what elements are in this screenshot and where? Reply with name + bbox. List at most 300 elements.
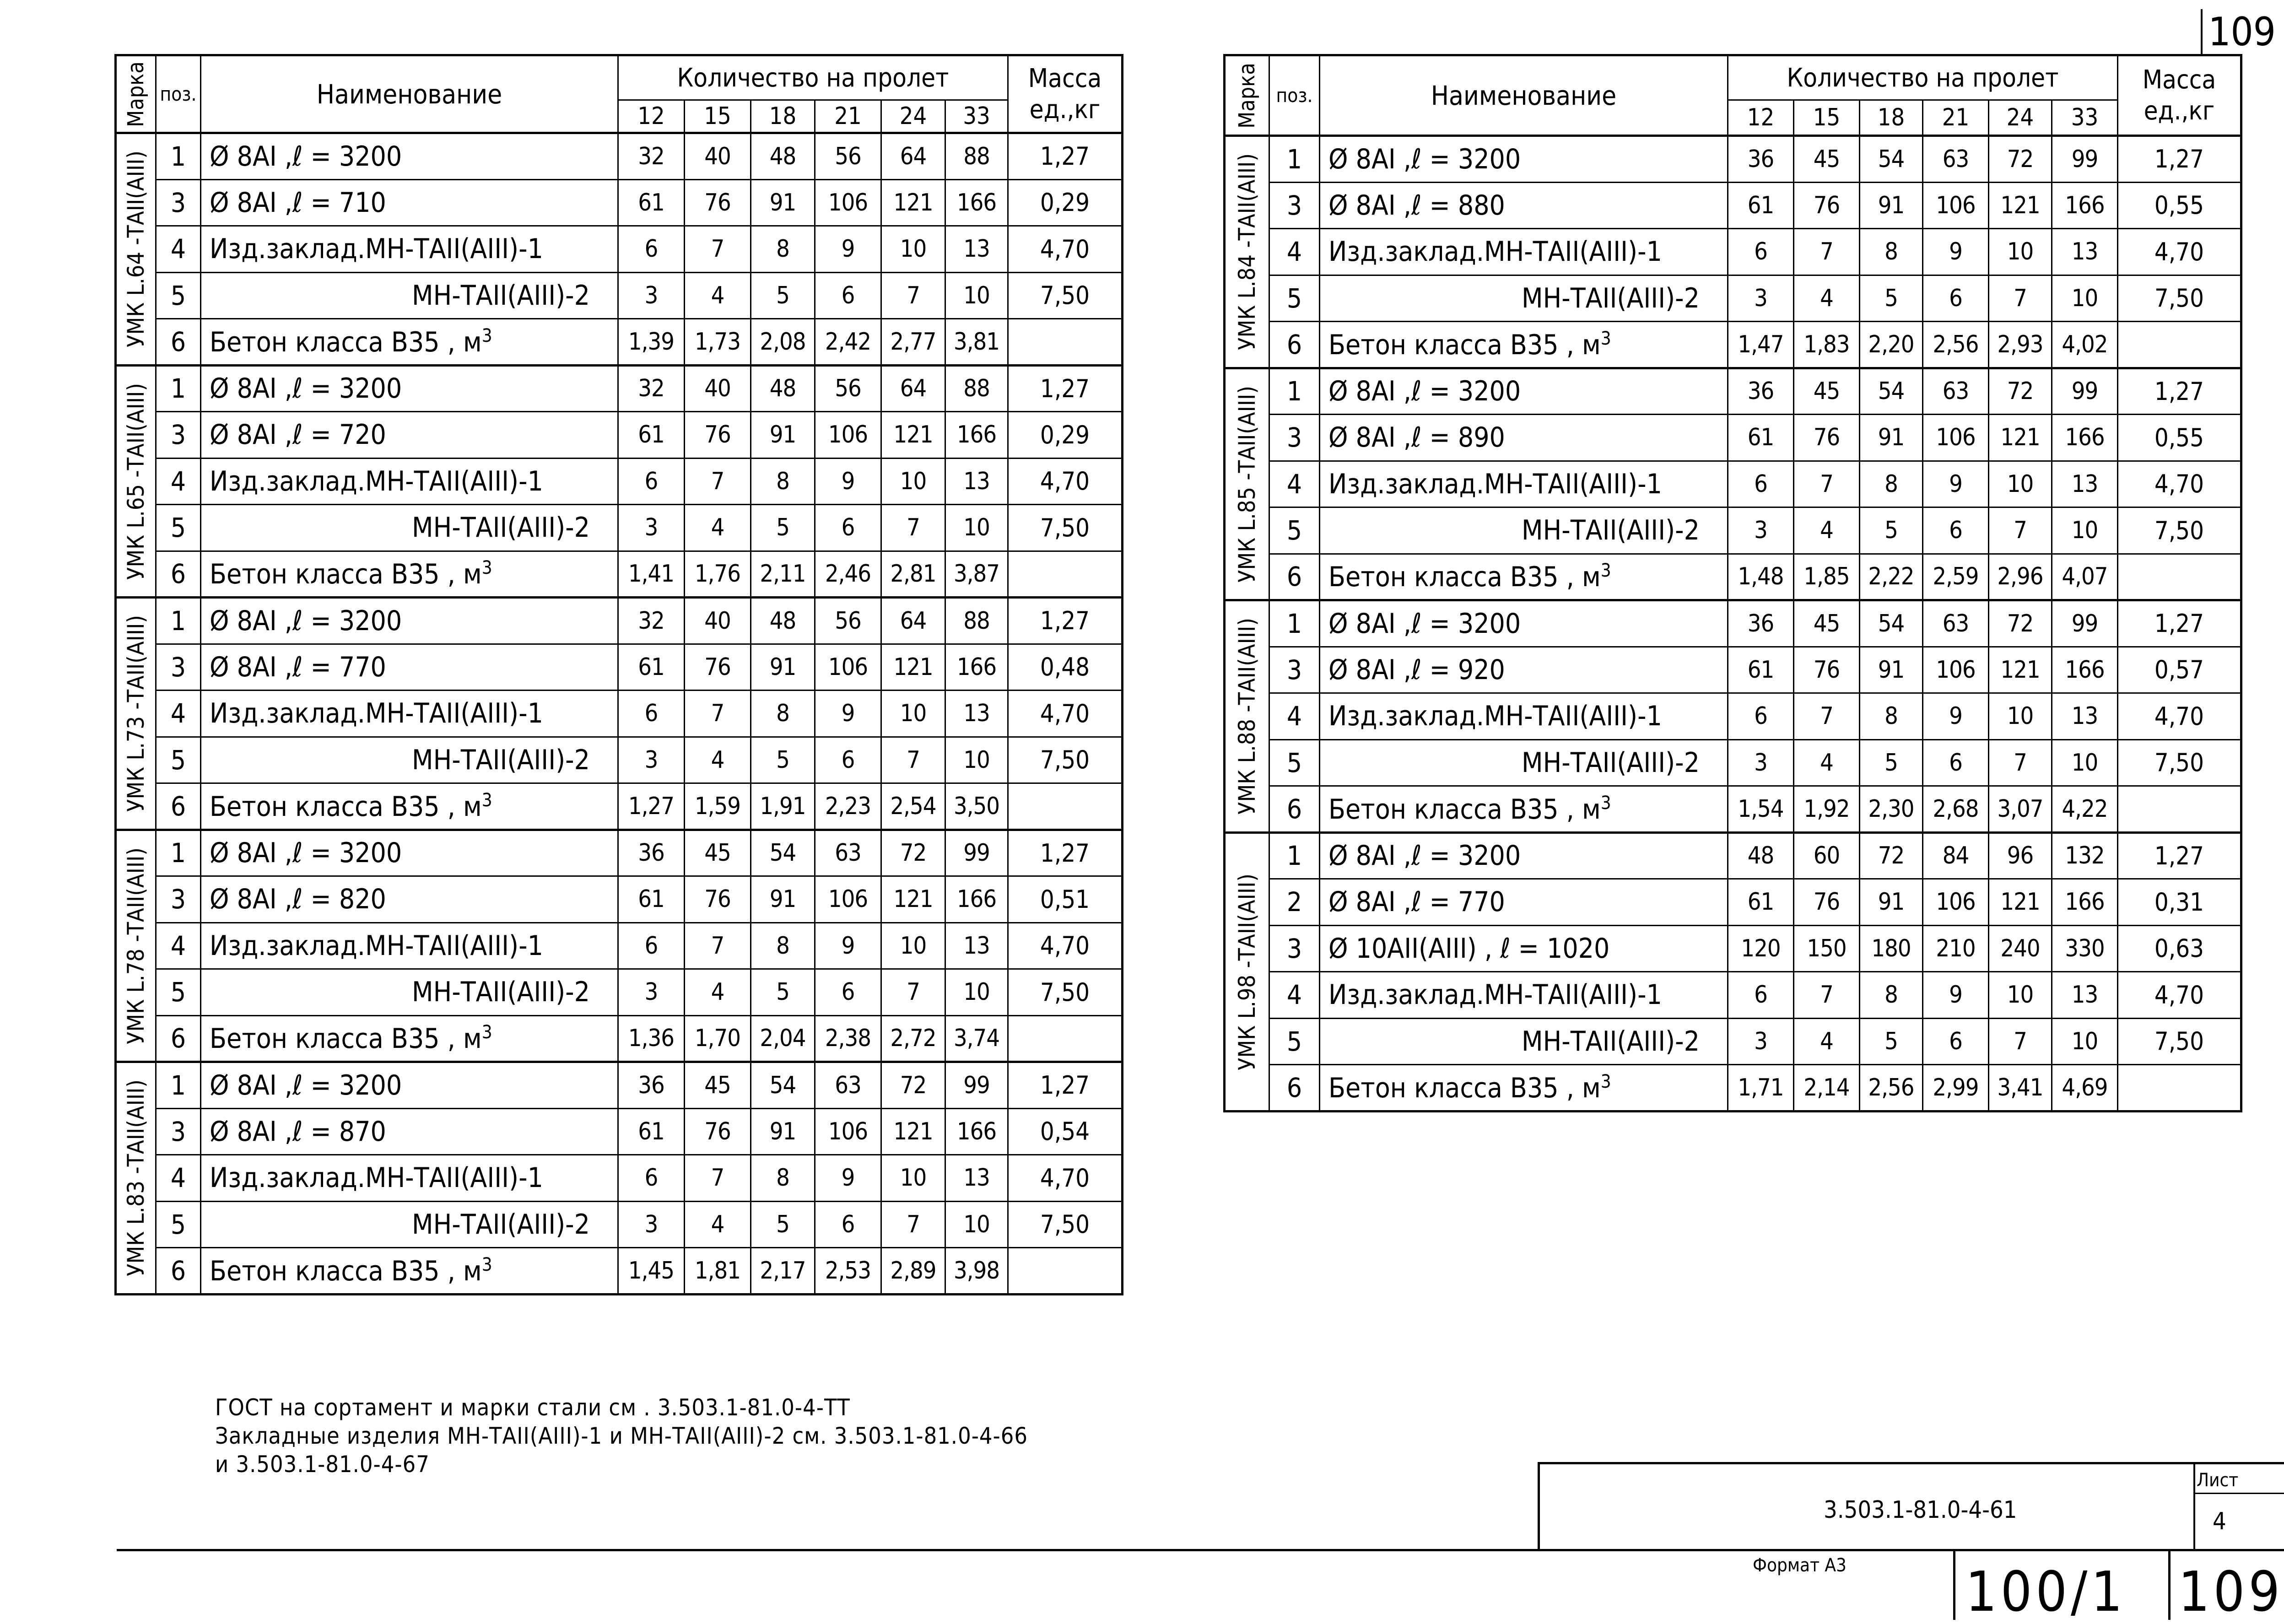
quantity-cell: 121 [1989, 647, 2052, 693]
quantity-cell: 4 [1794, 507, 1860, 554]
mass-cell [1008, 1015, 1123, 1062]
name-cell [201, 133, 618, 180]
unit-exponent: 3 [1600, 328, 1611, 349]
position-cell: 1 [156, 365, 201, 412]
name-text: Изд.заклад.МН-ТАII(АIII)-1 [210, 465, 543, 497]
position-cell: 1 [1269, 600, 1320, 647]
header-span-33: 33 [945, 100, 1008, 133]
name-cell [1320, 1065, 1728, 1111]
mark-label: УМК L.85 -ТАII(АIII) [1234, 385, 1260, 583]
name-text: МН-ТАII(АIII)-2 [1522, 282, 1700, 314]
quantity-cell: 2,59 [1923, 554, 1989, 600]
quantity-cell: 5 [751, 737, 815, 783]
name-text: Ø 8АI ,ℓ = 3200 [1328, 143, 1521, 175]
album-left-line [1953, 1550, 1955, 1620]
quantity-cell: 45 [1794, 368, 1860, 415]
quantity-cell: 210 [1923, 925, 1989, 972]
quantity-cell: 166 [945, 644, 1008, 691]
position-cell: 1 [1269, 832, 1320, 879]
table-row [116, 691, 1123, 737]
name-cell [201, 1108, 618, 1155]
table-row [116, 1062, 1123, 1109]
name-cell [201, 1062, 618, 1109]
header-span-15: 15 [1794, 100, 1860, 136]
position-cell: 4 [156, 226, 201, 273]
quantity-cell: 10 [945, 272, 1008, 319]
quantity-cell: 1,81 [685, 1248, 751, 1295]
stamp-left-line [1538, 1462, 1540, 1550]
quantity-cell: 6 [1923, 1018, 1989, 1065]
quantity-cell: 6 [815, 272, 881, 319]
quantity-cell: 9 [815, 691, 881, 737]
name-text: Ø 8АI ,ℓ = 710 [210, 186, 386, 219]
mass-cell: 4,70 [2118, 229, 2241, 275]
quantity-cell: 1,27 [618, 783, 685, 830]
quantity-cell: 7 [685, 923, 751, 969]
position-cell: 5 [1269, 739, 1320, 786]
quantity-cell: 56 [815, 133, 881, 180]
page-number-bottom: 109 [2178, 1560, 2284, 1624]
quantity-cell: 7 [685, 691, 751, 737]
bottom-border-line [117, 1549, 2284, 1551]
name-text: Ø 8АI ,ℓ = 890 [1328, 421, 1505, 454]
table-row [1225, 647, 2241, 693]
position-cell: 3 [156, 1108, 201, 1155]
name-cell [1320, 972, 1728, 1019]
quantity-cell: 1,59 [685, 783, 751, 830]
position-cell: 6 [156, 783, 201, 830]
name-cell [201, 1155, 618, 1202]
mass-cell [2118, 786, 2241, 833]
quantity-cell: 48 [1728, 832, 1794, 879]
quantity-cell: 2,14 [1794, 1065, 1860, 1111]
table-row [1225, 415, 2241, 461]
quantity-cell: 32 [618, 365, 685, 412]
quantity-cell: 13 [945, 691, 1008, 737]
quantity-cell: 10 [945, 969, 1008, 1016]
mass-cell: 0,54 [1008, 1108, 1123, 1155]
quantity-cell: 91 [1860, 879, 1923, 926]
position-cell: 4 [156, 691, 201, 737]
name-cell [1320, 647, 1728, 693]
quantity-cell: 4,69 [2052, 1065, 2118, 1111]
format-label: Формат А3 [1753, 1555, 1847, 1576]
header-mass: Масса ед.,кг [1008, 55, 1123, 133]
quantity-cell: 7 [685, 458, 751, 505]
quantity-cell: 3,87 [945, 551, 1008, 598]
quantity-cell: 7 [1989, 275, 2052, 322]
quantity-cell: 32 [618, 133, 685, 180]
table-row [116, 551, 1123, 598]
unit-exponent: 3 [481, 1254, 492, 1275]
quantity-cell: 240 [1989, 925, 2052, 972]
mass-cell: 7,50 [2118, 739, 2241, 786]
quantity-cell: 9 [815, 1155, 881, 1202]
table-header [116, 55, 1123, 133]
mass-cell: 1,27 [1008, 1062, 1123, 1109]
quantity-cell: 4 [685, 272, 751, 319]
quantity-cell: 8 [751, 923, 815, 969]
name-text: Ø 8АI ,ℓ = 3200 [1328, 607, 1521, 640]
header-mark: Марка [116, 55, 156, 133]
quantity-cell: 9 [1923, 693, 1989, 740]
mass-cell [1008, 319, 1123, 366]
name-text: Бетон класса В35 , м [1328, 329, 1601, 361]
quantity-cell: 10 [2052, 739, 2118, 786]
header-position: поз. [156, 55, 201, 133]
quantity-cell: 7 [1989, 507, 2052, 554]
mass-cell: 0,63 [2118, 925, 2241, 972]
name-cell [1320, 879, 1728, 926]
quantity-cell: 56 [815, 598, 881, 644]
quantity-cell: 91 [751, 412, 815, 459]
specification-table-right [1223, 54, 2242, 1112]
quantity-cell: 1,71 [1728, 1065, 1794, 1111]
mass-cell: 1,27 [2118, 832, 2241, 879]
quantity-cell: 72 [881, 830, 945, 876]
name-text: Изд.заклад.МН-ТАII(АIII)-1 [1328, 979, 1662, 1011]
quantity-cell: 3 [1728, 1018, 1794, 1065]
mass-cell: 7,50 [2118, 1018, 2241, 1065]
quantity-cell: 88 [945, 133, 1008, 180]
quantity-cell: 121 [881, 179, 945, 226]
quantity-cell: 36 [1728, 136, 1794, 183]
quantity-cell: 6 [618, 1155, 685, 1202]
name-text: Ø 8АI ,ℓ = 770 [210, 651, 386, 683]
mass-cell: 4,70 [1008, 1155, 1123, 1202]
name-cell [201, 458, 618, 505]
quantity-cell: 6 [815, 505, 881, 551]
position-cell: 1 [156, 598, 201, 644]
quantity-cell: 36 [1728, 600, 1794, 647]
name-text: МН-ТАII(АIII)-2 [412, 1208, 590, 1241]
quantity-cell: 13 [945, 1155, 1008, 1202]
page-bottom-divider [2168, 1550, 2171, 1620]
mark-cell [116, 1062, 156, 1295]
quantity-cell: 10 [2052, 1018, 2118, 1065]
quantity-cell: 7 [685, 1155, 751, 1202]
quantity-cell: 6 [618, 226, 685, 273]
quantity-cell: 7 [881, 1201, 945, 1248]
position-cell: 5 [156, 1201, 201, 1248]
quantity-cell: 13 [945, 923, 1008, 969]
note-line: Закладные изделия МН-ТАII(АIII)-1 и МН-ТАII(АIII)-2 см. 3.503.1-81.0-4-66 [215, 1423, 1028, 1449]
quantity-cell: 10 [881, 691, 945, 737]
table-row [1225, 136, 2241, 183]
quantity-cell: 6 [1923, 507, 1989, 554]
quantity-cell: 121 [881, 412, 945, 459]
quantity-cell: 1,92 [1794, 786, 1860, 833]
table-row [116, 644, 1123, 691]
quantity-cell: 7 [685, 226, 751, 273]
quantity-cell: 7 [881, 272, 945, 319]
name-text: Ø 8АI ,ℓ = 3200 [210, 837, 402, 869]
quantity-cell: 106 [1923, 647, 1989, 693]
table-row [116, 319, 1123, 366]
mass-cell: 4,70 [2118, 461, 2241, 507]
name-cell [201, 1201, 618, 1248]
quantity-cell: 88 [945, 598, 1008, 644]
name-text: МН-ТАII(АIII)-2 [412, 976, 590, 1009]
name-cell [1320, 739, 1728, 786]
quantity-cell: 4 [1794, 739, 1860, 786]
header-mass: Масса ед.,кг [2118, 55, 2241, 136]
quantity-cell: 1,54 [1728, 786, 1794, 833]
name-cell [201, 505, 618, 551]
quantity-cell: 166 [945, 876, 1008, 923]
header-name: Наименование [1320, 55, 1728, 136]
unit-exponent: 3 [481, 325, 492, 346]
quantity-cell: 5 [751, 272, 815, 319]
mark-label: УМК L.83 -ТАII(АIII) [123, 1079, 149, 1277]
quantity-cell: 13 [945, 458, 1008, 505]
header-position: поз. [1269, 55, 1320, 136]
quantity-cell: 1,70 [685, 1015, 751, 1062]
quantity-cell: 6 [618, 923, 685, 969]
name-text: Ø 8АI ,ℓ = 880 [1328, 189, 1505, 221]
quantity-cell: 76 [1794, 182, 1860, 229]
name-text: Ø 8АI ,ℓ = 3200 [210, 604, 402, 637]
table-row [116, 505, 1123, 551]
quantity-cell: 3 [1728, 739, 1794, 786]
name-cell [201, 598, 618, 644]
mass-cell: 1,27 [2118, 136, 2241, 183]
quantity-cell: 1,91 [751, 783, 815, 830]
table-row [1225, 1018, 2241, 1065]
table-row [1225, 879, 2241, 926]
quantity-cell: 10 [945, 737, 1008, 783]
quantity-cell: 40 [685, 133, 751, 180]
mass-cell: 7,50 [2118, 275, 2241, 322]
quantity-cell: 48 [751, 133, 815, 180]
position-cell: 5 [156, 272, 201, 319]
position-cell: 2 [1269, 879, 1320, 926]
quantity-cell: 6 [1923, 275, 1989, 322]
position-cell: 4 [1269, 461, 1320, 507]
quantity-cell: 106 [815, 412, 881, 459]
table-row [1225, 322, 2241, 368]
stamp-document-code: 3.503.1-81.0-4-61 [1824, 1496, 2017, 1524]
name-cell [1320, 136, 1728, 183]
mass-cell [2118, 322, 2241, 368]
quantity-cell: 8 [1860, 972, 1923, 1019]
table-row [116, 133, 1123, 180]
name-cell [1320, 507, 1728, 554]
quantity-cell: 64 [881, 133, 945, 180]
quantity-cell: 2,81 [881, 551, 945, 598]
name-text: Ø 8АI ,ℓ = 870 [210, 1115, 386, 1148]
quantity-cell: 2,38 [815, 1015, 881, 1062]
quantity-cell: 6 [1728, 461, 1794, 507]
quantity-cell: 132 [2052, 832, 2118, 879]
quantity-cell: 106 [815, 1108, 881, 1155]
quantity-cell: 106 [1923, 182, 1989, 229]
table-row [1225, 554, 2241, 600]
quantity-cell: 1,47 [1728, 322, 1794, 368]
quantity-cell: 2,77 [881, 319, 945, 366]
quantity-cell: 10 [945, 505, 1008, 551]
position-cell: 1 [156, 133, 201, 180]
quantity-cell: 99 [945, 830, 1008, 876]
quantity-cell: 2,04 [751, 1015, 815, 1062]
quantity-cell: 76 [685, 179, 751, 226]
table-row [116, 412, 1123, 459]
quantity-cell: 2,56 [1923, 322, 1989, 368]
name-cell [201, 830, 618, 876]
header-quantity: Количество на пролет [618, 55, 1008, 100]
mark-cell [1225, 832, 1269, 1111]
quantity-cell: 63 [1923, 368, 1989, 415]
name-text: Изд.заклад.МН-ТАII(АIII)-1 [210, 233, 543, 265]
position-cell: 4 [1269, 693, 1320, 740]
mark-label: УМК L.88 -ТАII(АIII) [1234, 618, 1260, 815]
quantity-cell: 40 [685, 598, 751, 644]
quantity-cell: 2,30 [1860, 786, 1923, 833]
mass-cell: 4,70 [2118, 972, 2241, 1019]
quantity-cell: 3,81 [945, 319, 1008, 366]
quantity-cell: 63 [815, 830, 881, 876]
quantity-cell: 4,07 [2052, 554, 2118, 600]
quantity-cell: 5 [1860, 275, 1923, 322]
name-text: Бетон класса В35 , м [1328, 561, 1601, 593]
name-cell [201, 923, 618, 969]
table-row [1225, 182, 2241, 229]
quantity-cell: 1,76 [685, 551, 751, 598]
quantity-cell: 106 [815, 179, 881, 226]
mass-cell: 0,55 [2118, 415, 2241, 461]
position-cell: 5 [156, 969, 201, 1016]
position-cell: 5 [1269, 275, 1320, 322]
name-cell [201, 737, 618, 783]
name-text: Бетон класса В35 , м [210, 790, 482, 823]
mass-cell: 4,70 [1008, 226, 1123, 273]
mass-cell: 4,70 [1008, 923, 1123, 969]
quantity-cell: 72 [1989, 600, 2052, 647]
quantity-cell: 106 [815, 644, 881, 691]
quantity-cell: 9 [815, 226, 881, 273]
name-cell [1320, 322, 1728, 368]
mass-cell: 1,27 [1008, 830, 1123, 876]
position-cell: 5 [156, 505, 201, 551]
quantity-cell: 6 [1728, 972, 1794, 1019]
quantity-cell: 54 [751, 830, 815, 876]
table-row [1225, 368, 2241, 415]
table-row [116, 598, 1123, 644]
name-text: Бетон класса В35 , м [210, 326, 482, 358]
name-cell [1320, 229, 1728, 275]
position-cell: 3 [156, 179, 201, 226]
unit-exponent: 3 [1600, 1071, 1611, 1092]
quantity-cell: 4 [1794, 1018, 1860, 1065]
quantity-cell: 61 [1728, 415, 1794, 461]
quantity-cell: 2,56 [1860, 1065, 1923, 1111]
quantity-cell: 76 [685, 412, 751, 459]
quantity-cell: 121 [881, 876, 945, 923]
quantity-cell: 6 [1728, 693, 1794, 740]
quantity-cell: 64 [881, 365, 945, 412]
quantity-cell: 45 [1794, 600, 1860, 647]
quantity-cell: 3,41 [1989, 1065, 2052, 1111]
table-body [116, 133, 1123, 1295]
quantity-cell: 4,22 [2052, 786, 2118, 833]
mass-cell: 4,70 [2118, 693, 2241, 740]
mass-cell: 0,51 [1008, 876, 1123, 923]
quantity-cell: 1,41 [618, 551, 685, 598]
name-cell [1320, 600, 1728, 647]
quantity-cell: 2,08 [751, 319, 815, 366]
mark-label: УМК L.65 -ТАII(АIII) [123, 383, 149, 580]
name-cell [1320, 832, 1728, 879]
name-text: Изд.заклад.МН-ТАII(АIII)-1 [1328, 236, 1662, 268]
unit-exponent: 3 [1600, 560, 1611, 582]
quantity-cell: 1,85 [1794, 554, 1860, 600]
note-line: и 3.503.1-81.0-4-67 [215, 1451, 430, 1478]
name-cell [1320, 1018, 1728, 1065]
mark-cell [1225, 136, 1269, 368]
name-text: Бетон класса В35 , м [210, 558, 482, 591]
quantity-cell: 8 [751, 1155, 815, 1202]
quantity-cell: 3 [1728, 507, 1794, 554]
name-cell [1320, 693, 1728, 740]
quantity-cell: 8 [1860, 461, 1923, 507]
name-cell [201, 365, 618, 412]
mass-cell: 0,55 [2118, 182, 2241, 229]
quantity-cell: 60 [1794, 832, 1860, 879]
quantity-cell: 6 [1728, 229, 1794, 275]
quantity-cell: 166 [2052, 415, 2118, 461]
position-cell: 4 [1269, 972, 1320, 1019]
quantity-cell: 4 [685, 505, 751, 551]
name-text: Ø 10АII(АIII) , ℓ = 1020 [1328, 932, 1610, 965]
name-cell [201, 783, 618, 830]
quantity-cell: 7 [881, 737, 945, 783]
quantity-cell: 10 [881, 1155, 945, 1202]
quantity-cell: 166 [945, 179, 1008, 226]
quantity-cell: 7 [1794, 461, 1860, 507]
position-cell: 3 [1269, 182, 1320, 229]
table-row [1225, 693, 2241, 740]
name-text: МН-ТАII(АIII)-2 [412, 744, 590, 776]
quantity-cell: 56 [815, 365, 881, 412]
quantity-cell: 3 [618, 737, 685, 783]
name-cell [1320, 786, 1728, 833]
quantity-cell: 2,99 [1923, 1065, 1989, 1111]
quantity-cell: 106 [1923, 415, 1989, 461]
position-cell: 6 [156, 551, 201, 598]
name-cell [201, 551, 618, 598]
table-row [1225, 832, 2241, 879]
table-row [116, 876, 1123, 923]
quantity-cell: 61 [618, 412, 685, 459]
table-row [116, 923, 1123, 969]
name-cell [201, 876, 618, 923]
quantity-cell: 99 [2052, 136, 2118, 183]
quantity-cell: 61 [1728, 879, 1794, 926]
name-text: Ø 8АI ,ℓ = 3200 [210, 1069, 402, 1101]
name-text: Изд.заклад.МН-ТАII(АIII)-1 [1328, 468, 1662, 500]
header-span-24: 24 [1989, 100, 2052, 136]
quantity-cell: 121 [1989, 879, 2052, 926]
mass-cell [2118, 554, 2241, 600]
quantity-cell: 61 [618, 179, 685, 226]
mass-cell: 7,50 [1008, 272, 1123, 319]
quantity-cell: 166 [945, 412, 1008, 459]
table-row [1225, 275, 2241, 322]
quantity-cell: 7 [1794, 229, 1860, 275]
quantity-cell: 54 [751, 1062, 815, 1109]
stamp-sheet-label-line [2193, 1493, 2284, 1494]
table-header [1225, 55, 2241, 136]
